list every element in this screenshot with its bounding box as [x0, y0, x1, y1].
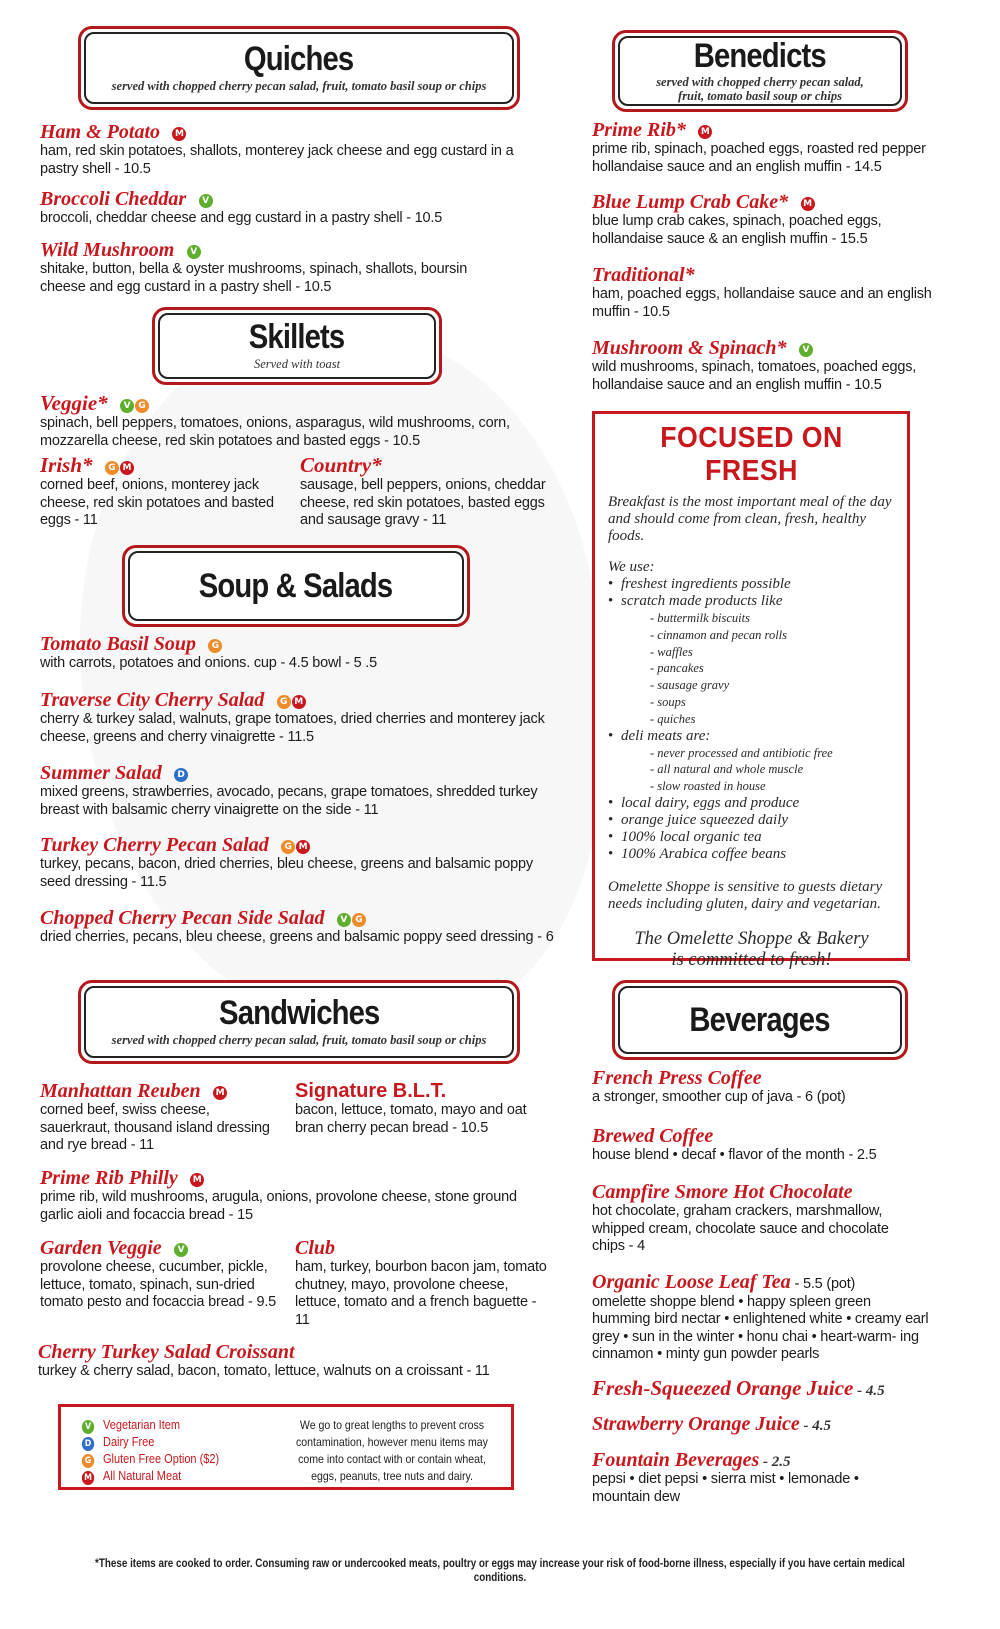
fresh-bullet: • local dairy, eggs and produce	[608, 795, 895, 812]
menu-item	[40, 1168, 550, 1224]
item-description: prime rib, wild mushrooms, arugula, onions, provolone cheese, stone ground garlic aioli and focaccia bread - 15	[40, 1189, 517, 1223]
menu-item	[300, 454, 546, 530]
sandwiches-title: Sandwiches	[218, 994, 380, 1033]
vegetarian-badge-icon: V	[82, 1420, 94, 1434]
menu-item	[38, 1342, 558, 1381]
item-name: Country*	[300, 453, 382, 477]
item-name: Traditional*	[592, 264, 695, 286]
benedicts-header	[612, 30, 908, 112]
item-description: turkey & cherry salad, bacon, tomato, lettuce, walnuts on a croissant - 11	[38, 1363, 490, 1379]
item-description: wild mushrooms, spinach, tomatoes, poached eggs, hollandaise sauce and an english muffin - 10.5	[592, 359, 917, 393]
gluten-free-badge-icon: G	[352, 913, 366, 927]
item-description: ham, poached eggs, hollandaise sauce and an english muffin - 10.5	[592, 286, 932, 320]
menu-item	[592, 192, 892, 248]
fresh-sub-item: - all natural and whole muscle	[650, 762, 804, 777]
gluten-free-badge-icon: G	[135, 399, 149, 413]
item-description: dried cherries, pecans, bleu cheese, greens and balsamic poppy seed dressing - 6	[40, 929, 554, 945]
item-description: turkey, pecans, bacon, dried cherries, bleu cheese, greens and balsamic poppy seed dressing - 11.5	[40, 856, 533, 890]
item-name: Chopped Cherry Pecan Side Salad	[40, 907, 325, 929]
soup-salads-title: Soup & Salads	[199, 567, 393, 605]
menu-item	[592, 120, 937, 176]
gluten-free-badge-icon: G	[208, 639, 222, 653]
item-name: Summer Salad	[40, 762, 162, 784]
meat-badge-icon: M	[82, 1471, 94, 1485]
scratch-made-list	[608, 610, 895, 728]
quiches-header	[78, 26, 520, 110]
item-description: bacon, lettuce, tomato, mayo and oat bran cherry pecan bread - 10.5	[295, 1102, 527, 1136]
meat-badge-icon: M	[120, 461, 134, 475]
dairy-free-badge-icon: D	[82, 1437, 94, 1451]
item-name: Wild Mushroom	[40, 239, 175, 261]
commitment-line-2: is committed to fresh!	[671, 949, 832, 970]
item-description: hot chocolate, graham crackers, marshmallow, whipped cream, chocolate sauce and chocolate chips - 4	[592, 1203, 889, 1254]
menu-item	[40, 908, 585, 947]
item-description: prime rib, spinach, poached eggs, roasted red pepper hollandaise sauce and an english muffin - 14.5	[592, 141, 926, 175]
item-description: corned beef, swiss cheese, sauerkraut, thousand island dressing and rye bread - 11	[40, 1102, 270, 1153]
soup-salads-header	[122, 545, 470, 627]
item-description: ham, turkey, bourbon bacon jam, tomato chutney, mayo, provolone cheese, lettuce, tomato and a french baguette - 11	[295, 1259, 547, 1328]
legend-row	[81, 1417, 180, 1434]
fresh-sub-item: - waffles	[650, 644, 693, 659]
item-name: Campfire Smore Hot Chocolate	[592, 1181, 853, 1203]
item-name: Prime Rib*	[592, 119, 686, 141]
item-name: Ham & Potato	[40, 121, 160, 143]
item-name: Organic Loose Leaf Tea	[592, 1271, 791, 1293]
fresh-we-use: We use:	[608, 559, 655, 575]
meat-badge-icon: M	[172, 127, 186, 141]
skillets-title: Skillets	[249, 318, 345, 357]
item-name: Prime Rib Philly	[40, 1167, 178, 1189]
beverages-header	[612, 980, 908, 1060]
meat-badge-icon: M	[801, 197, 815, 211]
fresh-bullet: • scratch made products like	[608, 593, 895, 610]
gluten-free-badge-icon: G	[82, 1454, 94, 1468]
deli-meats-list	[608, 745, 895, 795]
fresh-bullet: • deli meats are:	[608, 728, 895, 745]
food-safety-footnote: *These items are cooked to order. Consuming raw or undercooked meats, poultry or eggs may increase your risk of food-borne illness, especially if you have certain medical conditions.	[95, 1556, 905, 1584]
menu-item	[592, 338, 922, 394]
menu-item	[40, 392, 540, 450]
fresh-title: FOCUSED ON FRESH	[660, 422, 843, 487]
meat-badge-icon: M	[190, 1173, 204, 1187]
fresh-list	[608, 576, 895, 610]
item-name: Strawberry Orange Juice	[592, 1413, 800, 1435]
item-name: French Press Coffee	[592, 1067, 762, 1089]
item-name: Traverse City Cherry Salad	[40, 689, 265, 711]
sandwiches-header	[78, 980, 520, 1064]
menu-item	[592, 1068, 932, 1107]
menu-item	[40, 763, 545, 819]
item-description: blue lump crab cakes, spinach, poached eggs, hollandaise sauce & an english muffin - 15.5	[592, 213, 882, 247]
item-price: - 4.5	[799, 1418, 832, 1434]
item-name: Tomato Basil Soup	[40, 633, 196, 655]
fresh-sub-item: - cinnamon and pecan rolls	[650, 627, 788, 642]
benedicts-subtitle-line2: fruit, tomato basil soup or chips	[678, 88, 842, 103]
quiches-title: Quiches	[244, 40, 354, 79]
fresh-bullet: • 100% Arabica coffee beans	[608, 846, 895, 863]
fresh-sub-item: - slow roasted in house	[650, 779, 766, 794]
legend-label: Vegetarian Item	[103, 1418, 181, 1432]
fresh-sub-item: - pancakes	[650, 661, 704, 676]
menu-item	[592, 1126, 932, 1165]
fresh-sub-item: - sausage gravy	[650, 678, 730, 693]
quiches-subtitle: served with chopped cherry pecan salad, fruit, tomato basil soup or chips	[111, 79, 487, 94]
cross-contamination-note: We go to great lengths to prevent cross contamination, however menu items may come into contact with or contain wheat, eggs, peanuts, tree nuts and dairy.	[296, 1418, 488, 1483]
benedicts-subtitle-line1: served with chopped cherry pecan salad,	[656, 75, 864, 90]
vegetarian-badge-icon: V	[799, 343, 813, 357]
fresh-intro: Breakfast is the most important meal of the day and should come from clean, fresh, healthy foods.	[608, 494, 892, 544]
meat-badge-icon: M	[213, 1086, 227, 1100]
item-name: Fountain Beverages	[592, 1449, 760, 1471]
dairy-free-badge-icon: D	[174, 768, 188, 782]
menu-item	[592, 1182, 897, 1256]
menu-item	[40, 189, 520, 228]
dietary-sensitivity-note: Omelette Shoppe is sensitive to guests dietary needs including gluten, dairy and vegetarian.	[608, 878, 883, 912]
meat-badge-icon: M	[296, 840, 310, 854]
item-name: Blue Lump Crab Cake*	[592, 191, 789, 213]
menu-item	[40, 1081, 280, 1155]
item-name: Manhattan Reuben	[40, 1080, 201, 1102]
skillets-header	[152, 307, 442, 385]
fresh-sub-item: - never processed and antibiotic free	[650, 745, 833, 760]
legend-label: All Natural Meat	[103, 1469, 182, 1483]
item-description: spinach, bell peppers, tomatoes, onions, asparagus, wild mushrooms, corn, mozzarella cheese, red skin potatoes and basted eggs - 10.5	[40, 415, 510, 449]
item-name: Signature B.L.T.	[295, 1080, 447, 1102]
item-description: sausage, bell peppers, onions, cheddar cheese, red skin potatoes, basted eggs and sausage gravy - 11	[300, 477, 546, 528]
item-name: Club	[295, 1237, 336, 1259]
fresh-bullet: • 100% local organic tea	[608, 829, 895, 846]
legend-row	[81, 1451, 219, 1468]
fresh-list	[608, 795, 895, 863]
fresh-sub-item: - buttermilk biscuits	[650, 611, 750, 625]
item-description: cherry & turkey salad, walnuts, grape tomatoes, dried cherries and monterey jack cheese, greens and cherry vinaigrette - 11.5	[40, 711, 545, 745]
item-description: mixed greens, strawberries, avocado, pecans, grape tomatoes, shredded turkey breast with balsamic cherry vinaigrette on the side - 11	[40, 784, 538, 818]
gluten-free-badge-icon: G	[105, 461, 119, 475]
item-name: Turkey Cherry Pecan Salad	[40, 834, 269, 856]
menu-item	[40, 835, 545, 891]
benedicts-title: Benedicts	[693, 37, 827, 76]
fresh-bullet: • orange juice squeezed daily	[608, 812, 895, 829]
menu-item	[592, 1414, 952, 1435]
item-description: a stronger, smoother cup of java - 6 (pot)	[592, 1089, 846, 1105]
menu-item	[592, 1377, 952, 1400]
menu-item	[295, 1238, 550, 1329]
item-price: - 2.5	[759, 1454, 791, 1470]
legend-label: Gluten Free Option ($2)	[103, 1452, 220, 1466]
fresh-list	[608, 728, 895, 745]
meat-badge-icon: M	[292, 695, 306, 709]
item-name: Mushroom & Spinach*	[592, 337, 787, 359]
item-description: corned beef, onions, monterey jack cheese, red skin potatoes and basted eggs - 11	[40, 477, 274, 528]
item-name: Cherry Turkey Salad Croissant	[38, 1341, 295, 1363]
item-description: broccoli, cheddar cheese and egg custard in a pastry shell - 10.5	[40, 210, 443, 226]
meat-badge-icon: M	[698, 125, 712, 139]
item-price: - 4.5	[853, 1383, 885, 1399]
menu-item	[592, 265, 937, 321]
item-description: ham, red skin potatoes, shallots, monterey jack cheese and egg custard in a pastry shell - 10.5	[40, 143, 514, 177]
vegetarian-badge-icon: V	[120, 399, 134, 413]
menu-item	[40, 634, 540, 673]
fresh-sub-item: - soups	[650, 694, 686, 709]
item-description: provolone cheese, cucumber, pickle, lettuce, tomato, spinach, sun-dried tomato pesto and focaccia bread - 9.5	[40, 1259, 277, 1310]
item-description: with carrots, potatoes and onions. cup - 4.5 bowl - 5 .5	[40, 655, 377, 671]
vegetarian-badge-icon: V	[174, 1243, 188, 1257]
menu-item	[592, 1272, 932, 1364]
item-description: shitake, button, bella & oyster mushrooms, spinach, shallots, boursin cheese and egg custard in a pastry shell - 10.5	[40, 261, 468, 295]
item-price: - 5.5 (pot)	[790, 1276, 856, 1292]
legend-row	[81, 1434, 154, 1451]
beverages-title: Beverages	[689, 1001, 831, 1039]
menu-item	[40, 1238, 280, 1312]
focused-on-fresh-box	[592, 411, 910, 970]
menu-item	[40, 690, 545, 746]
item-name: Irish*	[40, 453, 93, 477]
item-name: Veggie*	[40, 391, 108, 415]
dietary-legend	[58, 1404, 514, 1490]
legend-row	[81, 1468, 181, 1485]
menu-item	[40, 122, 520, 178]
item-name: Fresh-Squeezed Orange Juice	[592, 1376, 854, 1400]
item-description: pepsi • diet pepsi • sierra mist • lemonade • mountain dew	[592, 1471, 859, 1505]
fresh-sub-item: - quiches	[650, 711, 696, 726]
gluten-free-badge-icon: G	[277, 695, 291, 709]
commitment-line-1: The Omelette Shoppe & Bakery	[634, 928, 869, 949]
item-name: Brewed Coffee	[592, 1125, 714, 1147]
item-description: house blend • decaf • flavor of the month - 2.5	[592, 1147, 877, 1163]
vegetarian-badge-icon: V	[187, 245, 201, 259]
menu-item	[295, 1081, 535, 1137]
legend-label: Dairy Free	[103, 1435, 155, 1449]
sandwiches-subtitle: served with chopped cherry pecan salad, fruit, tomato basil soup or chips	[111, 1033, 487, 1048]
menu-item	[40, 240, 500, 296]
fresh-bullet: • freshest ingredients possible	[608, 576, 895, 593]
item-description: omelette shoppe blend • happy spleen green humming bird nectar • enlightened white • creamy earl grey • sun in the winter • honu chai • heart-warm- ing cinnamon • minty gun powder pearls	[592, 1293, 929, 1362]
vegetarian-badge-icon: V	[199, 194, 213, 208]
menu-item	[40, 454, 280, 530]
skillets-subtitle: Served with toast	[253, 357, 341, 372]
item-name: Broccoli Cheddar	[40, 188, 187, 210]
vegetarian-badge-icon: V	[337, 913, 351, 927]
item-name: Garden Veggie	[40, 1237, 162, 1259]
gluten-free-badge-icon: G	[281, 840, 295, 854]
menu-item	[592, 1450, 897, 1506]
